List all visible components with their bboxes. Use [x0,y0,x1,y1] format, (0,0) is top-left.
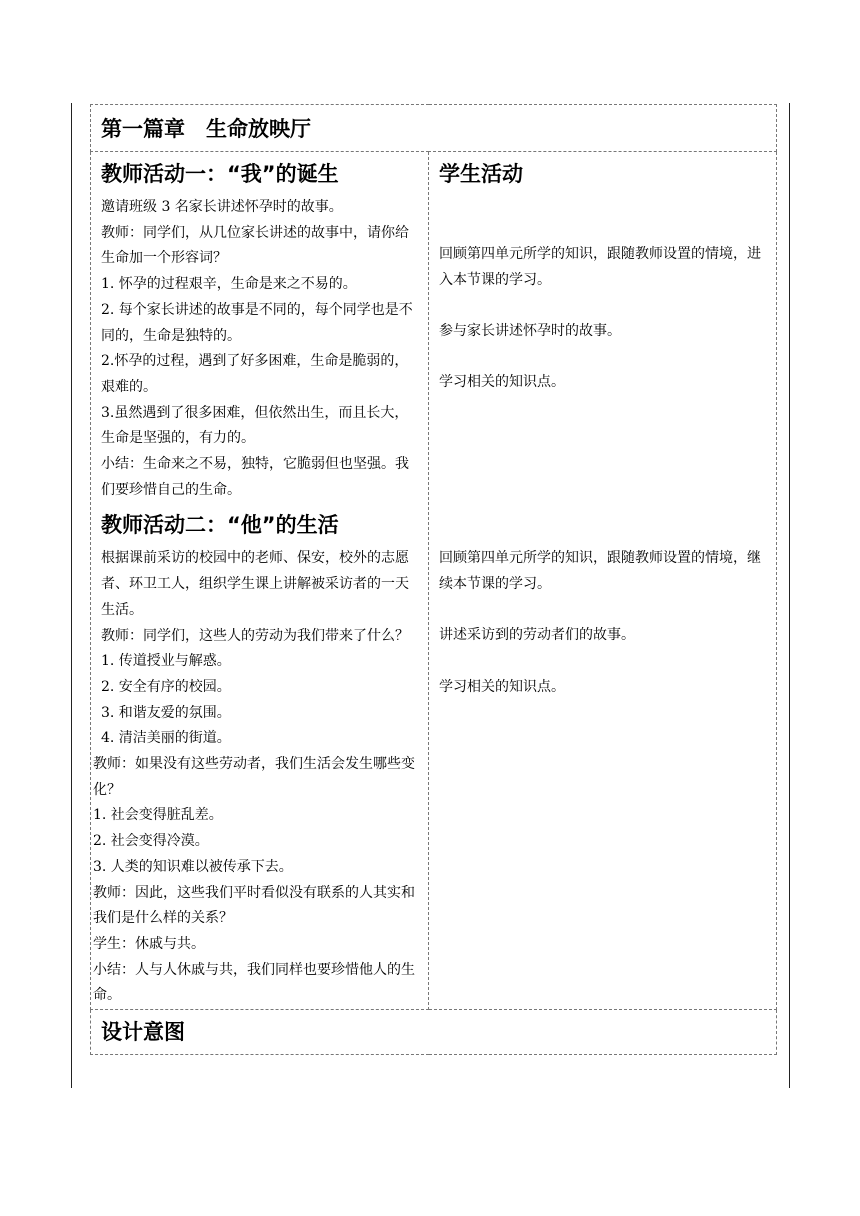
paragraph: 3. 和谐友爱的氛围。 [101,704,231,721]
paragraph: 学习相关的知识点。 [439,374,565,391]
page-margin-line-left [71,103,72,1088]
paragraph: 3.虽然遇到了很多困难，但依然出生，而且长大，生命是坚强的，有力的。 [101,404,409,447]
design-intent-row [91,1010,777,1055]
page-margin-line-right [789,103,790,1088]
paragraph: 参与家长讲述怀孕时的故事。 [439,323,621,340]
teacher-activity-cell [91,152,429,1010]
paragraph: 讲述采访到的劳动者们的故事。 [439,627,635,644]
paragraph: 2. 社会变得冷漠。 [93,833,209,850]
paragraph: 邀请班级 3 名家长讲述怀孕时的故事。 [101,199,343,215]
paragraph: 学生：休戚与共。 [93,935,205,952]
student-activity-cell [429,152,777,1010]
paragraph: 2. 每个家长讲述的故事是不同的，每个同学也是不同的，生命是独特的。 [101,301,413,344]
paragraph: 学习相关的知识点。 [439,678,565,695]
student-activity-block-1 [439,195,766,396]
activity-row [91,152,777,1010]
paragraph: 1. 传道授业与解惑。 [101,653,231,670]
student-activity-block-2 [439,524,766,700]
paragraph: 教师：同学们，从几位家长讲述的故事中，请你给生命加一个形容词？ [101,224,409,267]
lesson-plan-table [90,104,777,1055]
paragraph: 根据课前采访的校园中的老师、保安，校外的志愿者、环卫工人，组织学生课上讲解被采访者的一天生活。 [101,550,409,618]
paragraph: 3. 人类的知识难以被传承下去。 [93,858,293,875]
student-activity-title: 学生活动 [439,162,523,186]
chapter-title: 第一篇章 生命放映厅 [101,117,311,141]
paragraph: 教师：如果没有这些劳动者，我们生活会发生哪些变化？ [93,756,415,798]
paragraph: 小结：人与人休戚与共，我们同样也要珍惜他人的生命。 [93,961,415,1004]
paragraph: 教师：因此，这些我们平时看似没有联系的人其实和我们是什么样的关系？ [93,884,415,927]
paragraph: 4. 清洁美丽的街道。 [101,730,231,747]
teacher-activity-2-body [93,546,418,1009]
paragraph: 2.怀孕的过程，遇到了好多困难，生命是脆弱的，艰难的。 [101,353,409,395]
chapter-title-cell [91,105,777,152]
design-intent-title: 设计意图 [101,1020,185,1045]
paragraph: 教师：同学们，这些人的劳动为我们带来了什么？ [101,627,409,644]
paragraph: 1. 怀孕的过程艰辛，生命是来之不易的。 [101,276,357,293]
paragraph: 2. 安全有序的校园。 [101,678,231,695]
teacher-activity-1-title: 教师活动一：“我”的诞生 [101,162,339,186]
design-intent-cell [91,1010,777,1055]
paragraph: 小结：生命来之不易，独特，它脆弱但也坚强。我们要珍惜自己的生命。 [101,456,409,498]
paragraph: 1. 社会变得脏乱差。 [93,807,223,824]
chapter-title-row [91,105,777,152]
teacher-activity-1-body [101,195,418,503]
paragraph: 回顾第四单元所学的知识，跟随教师设置的情境，继续本节课的学习。 [439,550,761,592]
teacher-activity-2-title: 教师活动二：“他”的生活 [101,513,339,538]
paragraph: 回顾第四单元所学的知识，跟随教师设置的情境，进入本节课的学习。 [439,246,761,288]
